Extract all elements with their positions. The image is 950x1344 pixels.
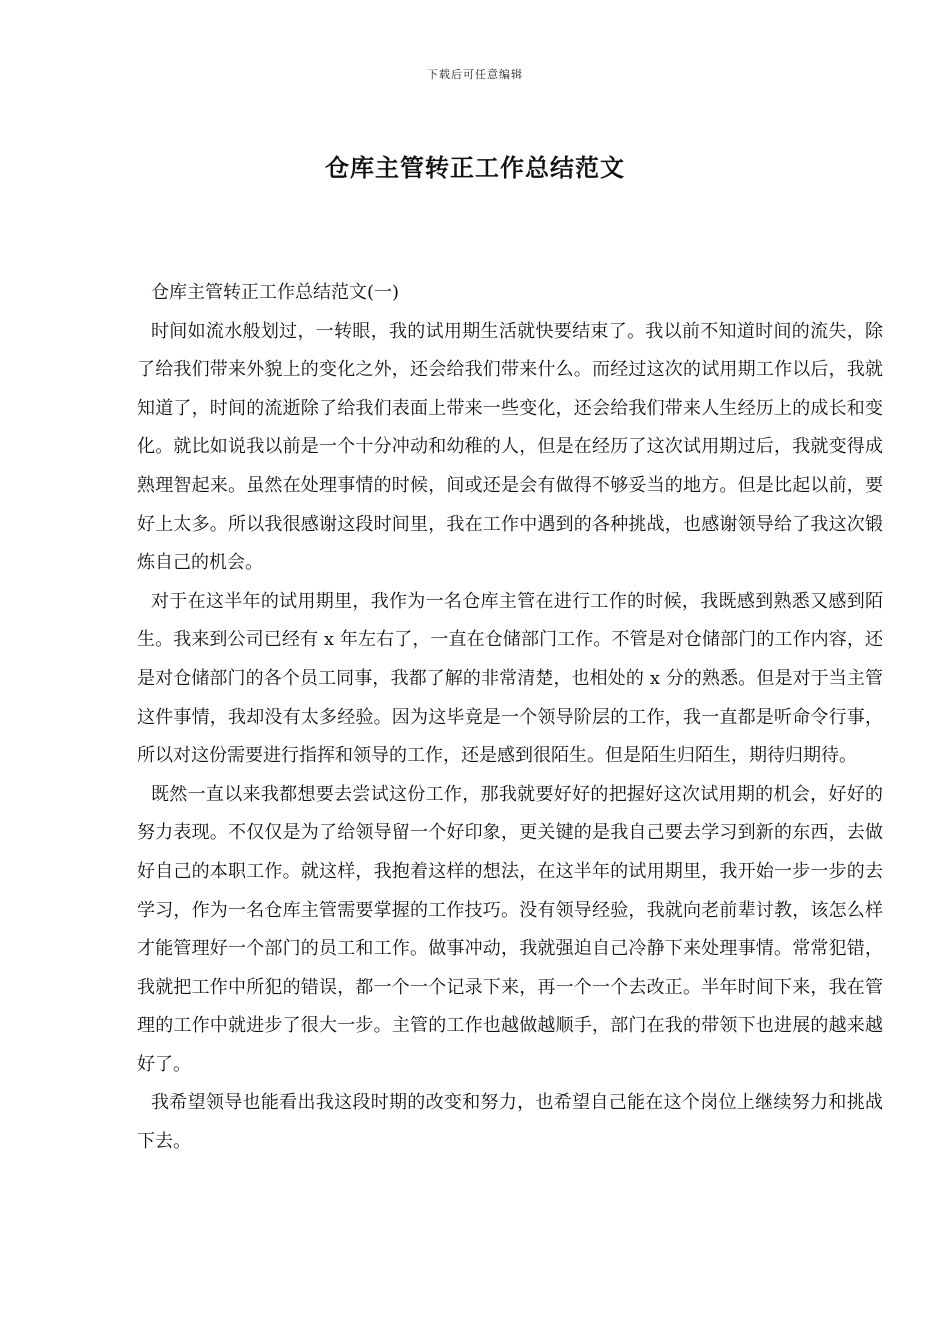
document-title: 仓库主管转正工作总结范文 — [325, 154, 625, 182]
paragraph-1: 时间如流水般划过，一转眼，我的试用期生活就快要结束了。我以前不知道时间的流失，除了给我们带来外貌上的变化之外，还会给我们带来什么。而经过这次的试用期工作以后，我就知道了，时间的流逝除了给我们表面上带来一些变化，还会给我们带来人生经历上的成长和变化。就比如说我以前是一个十分冲动和幼稚的人，但是在经历了这次试用期过后，我就变得成熟理智起来。虽然在处理事情的时候，间或还是会有做得不够妥当的地方。但是比起以前，要好上太多。所以我很感谢这段时间里，我在工作中遇到的各种挑战，也感谢领导给了我这次锻炼自己的机会。 — [137, 320, 883, 574]
paragraph-4: 我希望领导也能看出我这段时期的改变和努力，也希望自己能在这个岗位上继续努力和挑战下去。 — [137, 1092, 883, 1153]
paragraph-3: 既然一直以来我都想要去尝试这份工作，那我就要好好的把握好这次试用期的机会，好好的努力表现。不仅仅是为了给领导留一个好印象，更关键的是我自己要去学习到新的东西，去做好自己的本职工作。就这样，我抱着这样的想法，在这半年的试用期里，我开始一步一步的去学习，作为一名仓库主管需要掌握的工作技巧。没有领导经验，我就向老前辈讨教，该怎么样才能管理好一个部门的员工和工作。做事冲动，我就强迫自己冷静下来处理事情。常常犯错，我就把工作中所犯的错误，都一个一个记录下来，再一个一个去改正。半年时间下来，我在管理的工作中就进步了很大一步。主管的工作也越做越顺手，部门在我的带领下也进展的越来越好了。 — [137, 783, 883, 1075]
document-body — [137, 274, 883, 1162]
header-note: 下载后可任意编辑 — [427, 68, 523, 81]
section-heading: 仓库主管转正工作总结范文(一) — [151, 282, 400, 303]
paragraph-2: 对于在这半年的试用期里，我作为一名仓库主管在进行工作的时候，我既感到熟悉又感到陌生。我来到公司已经有 x 年左右了，一直在仓储部门工作。不管是对仓储部门的工作内容，还是对仓储部门的各个员工同事，我都了解的非常清楚，也相处的 x 分的熟悉。但是对于当主管这件事情，我却没有太多经验。因为这毕竟是一个领导阶层的工作，我一直都是听命令行事，所以对这份需要进行指挥和领导的工作，还是感到很陌生。但是陌生归陌生，期待归期待。 — [137, 590, 883, 767]
